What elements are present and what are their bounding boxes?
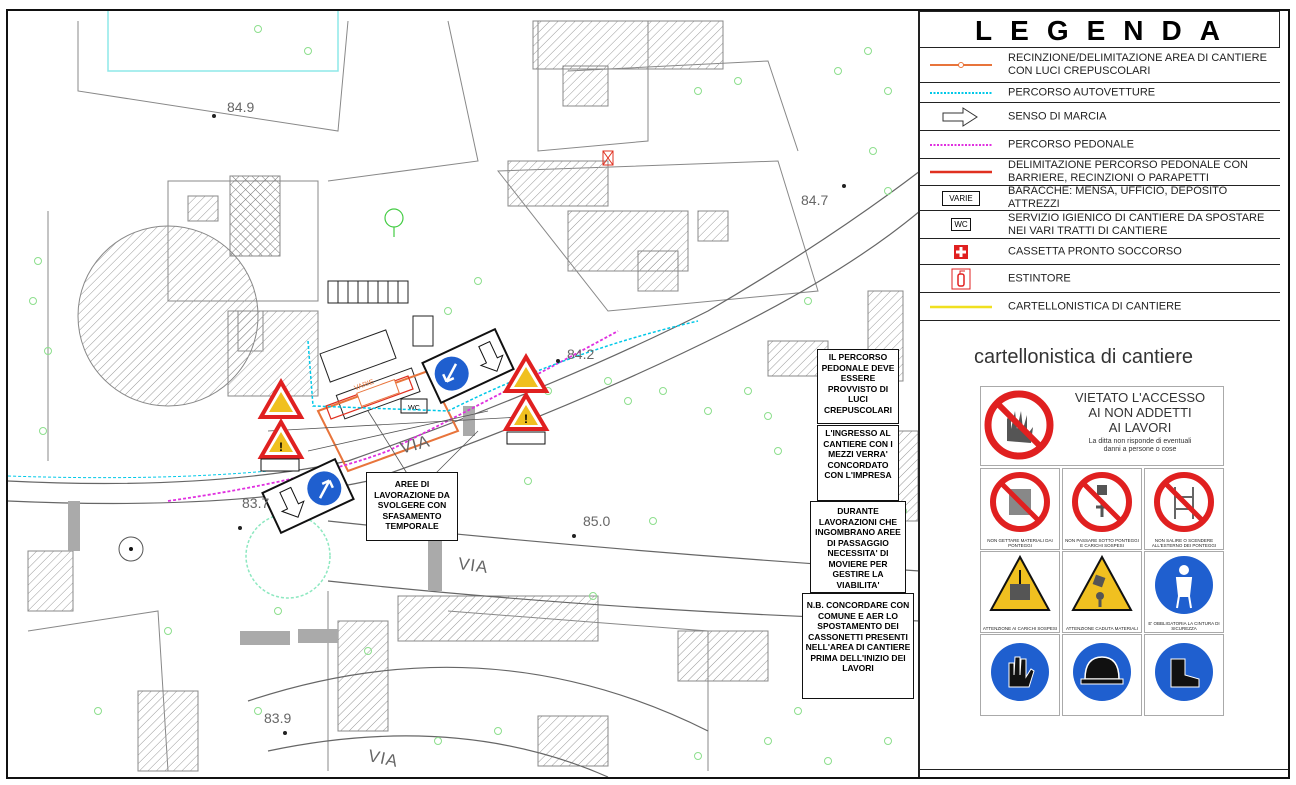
- legend-label: CARTELLONISTICA DI CANTIERE: [1008, 300, 1182, 312]
- falling-materials-warning-icon: [1070, 554, 1134, 614]
- note-movers: DURANTE LAVORAZIONI CHE INGOMBRANO AREE DI PASSAGGIO NECESSITA' DI MOVIERE PER GESTIRE LA VIABILITA': [810, 501, 906, 593]
- legend-item-toilet: [920, 211, 1280, 239]
- gloves-icon: [989, 641, 1051, 703]
- sign-falling-materials: [1062, 551, 1142, 633]
- legend-item-direction: [920, 103, 1280, 131]
- sign-helmet: [1062, 634, 1142, 716]
- no-throwing-materials-icon: [989, 471, 1051, 533]
- legend-label: SENSO DI MARCIA: [1008, 110, 1107, 122]
- legend-label: DELIMITAZIONE PERCORSO PEDONALE CON BARRIERE, RECINZIONI O PARAPETTI: [1008, 159, 1249, 184]
- legend-item-pedestrian-path: [920, 131, 1280, 159]
- legend-title: LEGENDA: [920, 11, 1280, 48]
- pedestrian-path-icon: [926, 131, 996, 158]
- legend-item-signage: [920, 293, 1280, 321]
- sign-caption: NON PASSARE SOTTO PONTEGGI E CARICHI SOSPESI: [1065, 538, 1139, 548]
- legend-item-first-aid: [920, 239, 1280, 265]
- legend-label: ESTINTORE: [1008, 272, 1071, 284]
- note-work-areas: AREE DI LAVORAZIONE DA SVOLGERE CON SFASAMENTO TEMPORALE: [366, 472, 458, 541]
- warning-sign-exclamation-2: [506, 395, 546, 429]
- legend-item-extinguisher: [920, 265, 1280, 293]
- toilet-box-label: WC: [951, 218, 970, 231]
- sign-caption: NON SALIRE O SCENDERE ALL'ESTERNO DEI PONTEGGI: [1151, 538, 1217, 548]
- legend-label: SERVIZIO IGIENICO DI CANTIERE DA SPOSTARE NEI VARI TRATTI DI CANTIERE: [1008, 211, 1265, 237]
- sign-caption: NON GETTARE MATERIALI DAI PONTEGGI: [987, 538, 1053, 548]
- note-bins: N.B. CONCORDARE CON COMUNE E AER LO SPOSTAMENTO DEI CASSONETTI PRESENTI NELL'AREA DI CANTIERE PRIMA DELL'INIZIO DEI LAVORI: [802, 593, 914, 699]
- legend-label: PERCORSO PEDONALE: [1008, 138, 1134, 150]
- legend-item-fence: [920, 48, 1280, 83]
- signage-section-title: cartellonistica di cantiere: [974, 346, 1193, 368]
- legend-item-barrier: [920, 159, 1280, 186]
- elevation-label: 85.0: [583, 513, 611, 529]
- site-plan-map: [8, 11, 920, 777]
- wc-label: WC: [408, 405, 420, 412]
- extinguisher-icon: [926, 265, 996, 292]
- elevation-label: 84.7: [801, 192, 829, 208]
- legend-label: BARACCHE: MENSA, UFFICIO, DEPOSITO ATTREZZI: [1008, 185, 1228, 210]
- legend-item-shed: [920, 186, 1280, 211]
- warning-sign-exclamation-1: [261, 422, 301, 457]
- sign-caption: E' OBBLIGATORIA LA CINTURA DI SICUREZZA: [1148, 621, 1220, 631]
- helmet-icon: [1071, 641, 1133, 703]
- round-building: [78, 226, 318, 406]
- fence-line-icon: [926, 48, 996, 82]
- legend-label: CASSETTA PRONTO SOCCORSO: [1008, 245, 1182, 257]
- suspended-loads-warning-icon: [988, 554, 1052, 614]
- no-climbing-scaffold-icon: [1153, 471, 1215, 533]
- detour-sign-top: [422, 329, 513, 403]
- svg-text:!: !: [279, 440, 283, 454]
- sign-line: AI NON ADDETTI: [1088, 405, 1192, 420]
- legend-panel: [918, 11, 1290, 777]
- barrier-line-icon: [926, 159, 996, 185]
- elevation-label: 84.9: [227, 99, 255, 115]
- sign-line: danni a persone o cose: [1103, 446, 1177, 453]
- sign-line: VIETATO L'ACCESSO: [1074, 390, 1206, 405]
- elevation-label: 84.2: [567, 346, 595, 362]
- direction-arrow-icon: [926, 103, 996, 130]
- first-aid-icon: [926, 239, 996, 264]
- svg-text:!: !: [524, 412, 528, 426]
- legend-bottom-rule: [920, 769, 1290, 770]
- vehicle-path-2: [8, 471, 268, 478]
- no-entry-sign: [980, 386, 1224, 466]
- sign-caption: ATTENZIONE CADUTA MATERIALI: [1065, 626, 1138, 631]
- legend-label: PERCORSO AUTOVETTURE: [1008, 86, 1156, 98]
- varie-label: VARIE: [353, 378, 376, 393]
- sign-line: AI LAVORI: [1108, 420, 1172, 435]
- elevation-label: 83.7: [242, 495, 270, 511]
- street-label: VIA: [366, 746, 401, 771]
- no-entry-hand-icon: [983, 389, 1055, 461]
- warning-sign-works-2: [506, 357, 546, 391]
- signage-line-icon: [926, 293, 996, 320]
- shed-icon: [926, 186, 996, 210]
- vehicle-path-icon: [926, 83, 996, 102]
- sign-no-climbing: [1144, 468, 1224, 550]
- toilet-icon: [926, 211, 996, 238]
- street-label: VIA: [456, 553, 490, 578]
- tree-icon: [385, 209, 403, 237]
- note-vehicle-access: L'INGRESSO AL CANTIERE CON I MEZZI VERRA' CONCORDATO CON L'IMPRESA: [817, 425, 899, 501]
- legend-label: RECINZIONE/DELIMITAZIONE AREA DI CANTIERE CON LUCI CREPUSCOLARI: [1008, 52, 1267, 77]
- safety-boots-icon: [1153, 641, 1215, 703]
- sign-harness: [1144, 551, 1224, 633]
- sign-gloves: [980, 634, 1060, 716]
- sign-boots: [1144, 634, 1224, 716]
- sign-caption: ATTENZIONE AI CARICHI SOSPESI: [982, 626, 1058, 631]
- sign-line: La ditta non risponde di eventuali: [1088, 438, 1192, 445]
- legend-item-vehicle-path: [920, 83, 1280, 103]
- safety-harness-icon: [1153, 554, 1215, 616]
- elevation-label: 83.9: [264, 710, 292, 726]
- drawing-frame: [6, 9, 1290, 779]
- sign-no-throwing: [980, 468, 1060, 550]
- note-pedestrian-lights: IL PERCORSO PEDONALE DEVE ESSERE PROVVISTO DI LUCI CREPUSCOLARI: [817, 349, 899, 424]
- no-passing-under-loads-icon: [1071, 471, 1133, 533]
- sign-suspended-loads: [980, 551, 1060, 633]
- pool-outline: [108, 11, 338, 71]
- street-label: VIA: [397, 431, 433, 458]
- shed-box-label: VARIE: [942, 191, 979, 206]
- sign-no-passing-under: [1062, 468, 1142, 550]
